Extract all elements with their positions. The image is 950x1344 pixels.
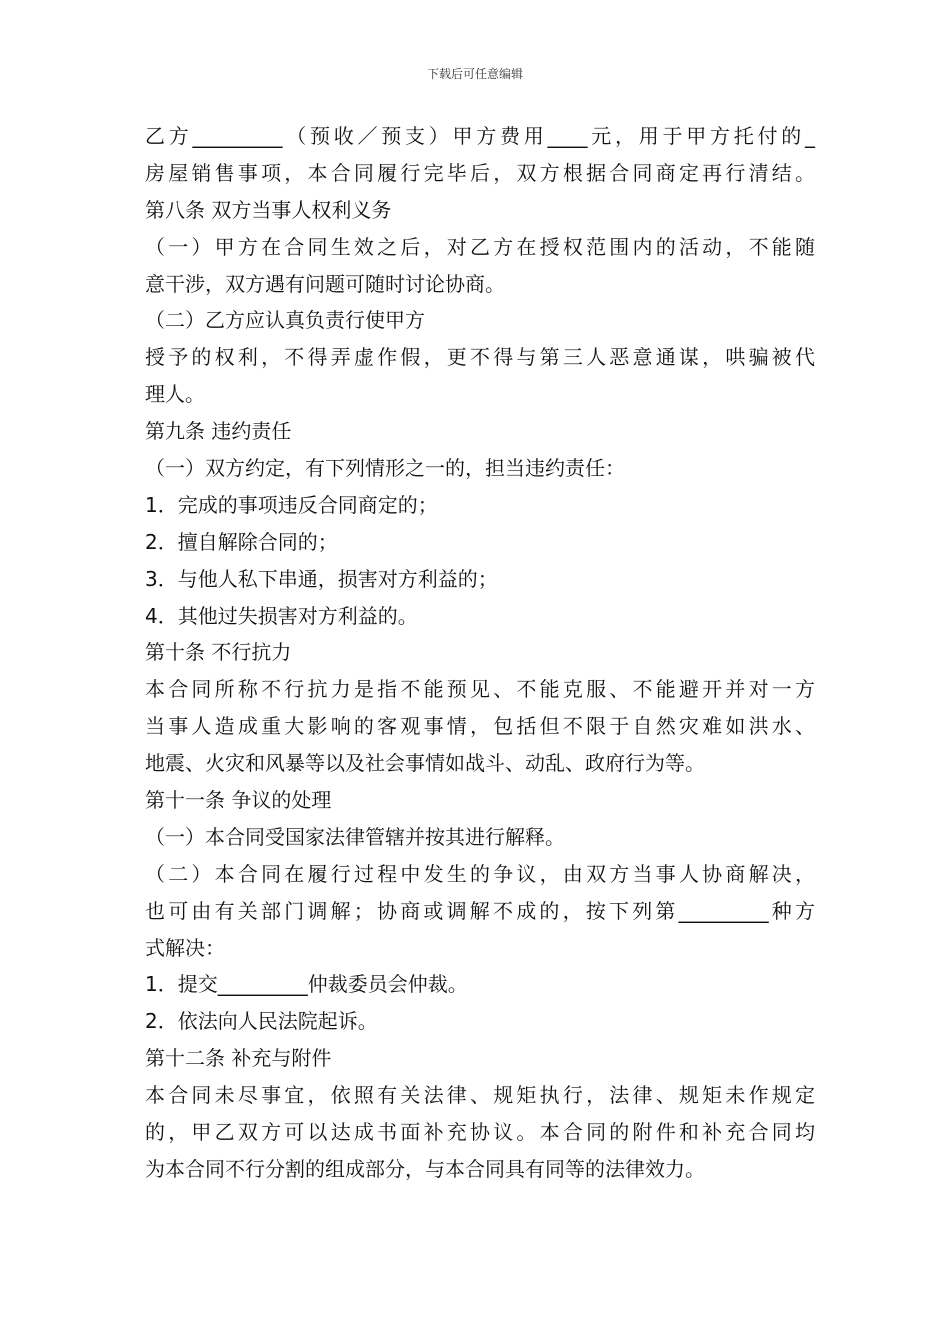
list-item: 1．提交_________仲裁委员会仲裁。 xyxy=(145,972,468,997)
paragraph-line: 当事人造成重大影响的客观事情，包括但不限于自然灾难如洪水、 xyxy=(145,714,815,739)
paragraph-line: 理人。 xyxy=(145,382,205,407)
paragraph-line: 为本合同不行分割的组成部分，与本合同具有同等的法律效力。 xyxy=(145,1156,705,1181)
list-item: 1．完成的事项违反合同商定的； xyxy=(145,492,438,517)
list-item: 2．依法向人民法院起诉。 xyxy=(145,1009,378,1034)
paragraph-line: （二）乙方应认真负责行使甲方 xyxy=(145,308,425,333)
list-item: 3．与他人私下串通，损害对方利益的； xyxy=(145,566,498,591)
paragraph-line: 授予的权利，不得弄虚作假，更不得与第三人恶意通谋，哄骗被代 xyxy=(145,345,815,370)
paragraph-line: 地震、火灾和风暴等以及社会事情如战斗、动乱、政府行为等。 xyxy=(145,751,705,776)
paragraph-line: 的，甲乙双方可以达成书面补充协议。本合同的附件和补充合同均 xyxy=(145,1120,815,1145)
paragraph-line: 意干涉，双方遇有问题可随时讨论协商。 xyxy=(145,271,505,296)
page-header: 下载后可任意编辑 xyxy=(426,67,523,81)
paragraph-line: 也可由有关部门调解；协商或调解不成的，按下列第_________种方 xyxy=(145,898,815,923)
paragraph-line: 式解决： xyxy=(145,935,225,960)
article-heading: 第八条 双方当事人权利义务 xyxy=(145,197,392,222)
article-heading: 第十条 不行抗力 xyxy=(145,640,292,665)
paragraph-line: （二）本合同在履行过程中发生的争议，由双方当事人协商解决， xyxy=(145,861,815,886)
paragraph-line: 乙方_________（预收／预支）甲方费用____元，用于甲方托付的_ xyxy=(145,124,815,148)
paragraph-line: （一）本合同受国家法律管辖并按其进行解释。 xyxy=(145,824,565,849)
paragraph-line: 本合同所称不行抗力是指不能预见、不能克服、不能避开并对一方 xyxy=(145,677,815,702)
list-item: 2．擅自解除合同的； xyxy=(145,529,338,554)
contract-body xyxy=(145,118,815,1188)
article-heading: 第十一条 争议的处理 xyxy=(145,788,332,813)
paragraph-line: 本合同未尽事宜，依照有关法律、规矩执行，法律、规矩未作规定 xyxy=(145,1083,815,1108)
paragraph-line: 房屋销售事项，本合同履行完毕后，双方根据合同商定再行清结。 xyxy=(145,160,815,185)
article-heading: 第九条 违约责任 xyxy=(145,419,292,444)
list-item: 4．其他过失损害对方利益的。 xyxy=(145,603,418,628)
article-heading: 第十二条 补充与附件 xyxy=(145,1046,332,1071)
paragraph-line: （一）双方约定，有下列情形之一的，担当违约责任： xyxy=(145,456,625,481)
paragraph-line: （一）甲方在合同生效之后，对乙方在授权范围内的活动，不能随 xyxy=(145,234,815,259)
